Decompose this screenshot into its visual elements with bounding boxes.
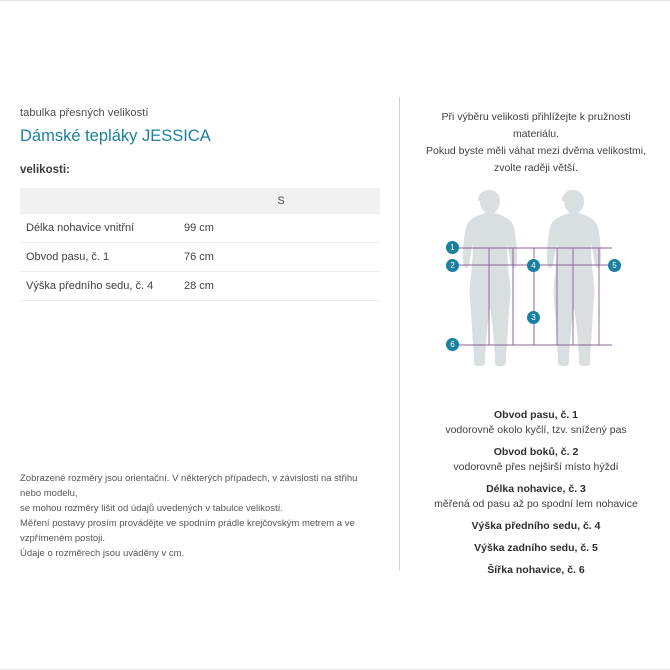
row-value: 99 cm [182,214,380,243]
legend-desc: vodorovně přes nejširší místo hýždí [453,461,619,473]
row-label: Délka nohavice vnitřní [20,214,182,243]
legend-name: Obvod boků, č. 2 [493,446,579,458]
kicker-text: tabulka přesných velikostí [20,107,149,119]
footnote-line: Měření postavy prosím provádějte ve spodním prádle krejčovským metrem a ve vzpřímeném postoji. [20,518,355,544]
legend-item [416,541,656,556]
row-value: 76 cm [182,243,380,272]
table-header-row [20,188,380,214]
row-value: 28 cm [182,272,380,301]
measurement-figure [416,187,656,402]
intro-line: zvolte raději větší. [493,162,579,174]
right-column [400,93,670,579]
size-table [20,188,380,301]
row-label: Obvod pasu, č. 1 [20,243,182,272]
legend-name: Délka nohavice, č. 3 [486,483,586,495]
legend-desc: vodorovně okolo kyčlí, tzv. snížený pas [445,424,627,436]
row-label: Výška předního sedu, č. 4 [20,272,182,301]
marker-3: 3 [527,311,540,324]
legend-item [416,408,656,438]
marker-6: 6 [446,338,459,351]
marker-2: 2 [446,259,459,272]
figure-front-silhouette [463,190,517,366]
legend-name: Šířka nohavice, č. 6 [487,564,585,576]
legend-name: Výška zadního sedu, č. 5 [474,542,598,554]
marker-4: 4 [527,259,540,272]
intro-line: Při výběru velikosti přihlížejte k pružnosti materiálu. [441,111,631,140]
footnote-line: Zobrazené rozměry jsou orientační. V některých případech, v závislosti na střihu nebo modelu, [20,473,358,499]
sizes-label: velikosti: [20,164,70,176]
figure-back-silhouette [547,190,601,366]
intro-line: Pokud byste měli váhat mezi dvěma velikostmi, [425,145,646,157]
left-column [0,93,399,579]
legend-name: Výška předního sedu, č. 4 [471,520,601,532]
table-row [20,272,380,301]
table-row [20,214,380,243]
legend-item [416,563,656,578]
footnote [20,471,370,561]
marker-5: 5 [608,259,621,272]
legend-item [416,482,656,512]
body-diagram-svg [416,187,656,402]
marker-1: 1 [446,241,459,254]
page-title: Dámské tepláky JESSICA [20,127,211,145]
table-header-blank [20,188,182,214]
legend-item [416,519,656,534]
footnote-line: se mohou rozměry lišit od údajů uvedených v tabulce velikostí. [20,503,283,514]
sheet [0,93,670,579]
measurement-legend [416,408,656,578]
table-header-size-s: S [182,188,380,214]
footnote-line: Údaje o rozměrech jsou uváděny v cm. [20,548,185,559]
legend-item [416,445,656,475]
legend-desc: měřená od pasu až po spodní lem nohavice [434,498,638,510]
intro-text [422,109,650,177]
legend-name: Obvod pasu, č. 1 [493,409,579,421]
table-row [20,243,380,272]
